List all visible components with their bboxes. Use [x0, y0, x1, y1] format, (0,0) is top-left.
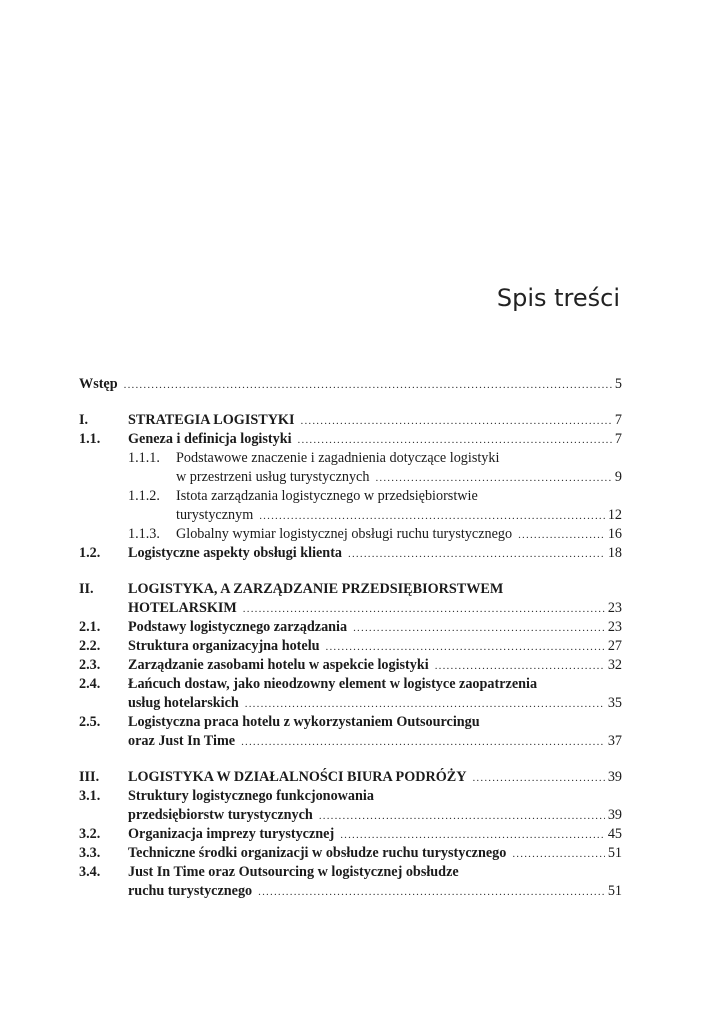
toc-section-3-3[interactable] — [79, 844, 622, 863]
section-number: 1.2. — [79, 545, 101, 561]
leader-dots — [472, 769, 604, 788]
toc-entry-title-line2: HOTELARSKIM — [128, 600, 237, 616]
section-number: 2.4. — [79, 676, 101, 692]
leader-dots — [298, 431, 612, 450]
toc-section-3-2[interactable] — [79, 825, 622, 844]
toc-page-number: 5 — [614, 376, 622, 392]
chapter-number: II. — [79, 581, 94, 597]
toc-page-number: 51 — [607, 883, 622, 899]
section-number: 2.2. — [79, 638, 101, 654]
toc-section-2-3[interactable] — [79, 656, 622, 675]
section-number: 2.1. — [79, 619, 101, 635]
toc-entry-title: LOGISTYKA W DZIAŁALNOŚCI BIURA PODRÓŻY — [128, 769, 467, 785]
leader-dots — [353, 619, 605, 638]
toc-entry-title: Struktura organizacyjna hotelu — [128, 638, 320, 654]
toc-entry-title-line1: LOGISTYKA, A ZARZĄDZANIE PRZEDSIĘBIORSTWEM — [128, 581, 504, 597]
toc-subsection-1-1-2[interactable] — [79, 487, 622, 506]
toc-section-3-1-cont[interactable] — [79, 806, 622, 825]
toc-entry-title-line2: usług hotelarskich — [128, 695, 239, 711]
toc-entry-title-line2: turystycznym — [176, 507, 254, 523]
toc-chapter-2[interactable] — [79, 580, 622, 599]
toc-page-number: 7 — [614, 412, 622, 428]
toc-entry-title: Podstawy logistycznego zarządzania — [128, 619, 348, 635]
toc-chapter-2-cont[interactable] — [79, 599, 622, 618]
section-number: 3.3. — [79, 845, 101, 861]
leader-dots — [435, 657, 605, 676]
toc-entry-title: Wstęp — [79, 376, 118, 392]
leader-dots — [512, 845, 604, 864]
section-number: 2.5. — [79, 714, 101, 730]
leader-dots — [326, 638, 605, 657]
toc-page-number: 23 — [607, 619, 622, 635]
toc-section-1-1[interactable] — [79, 430, 622, 449]
leader-dots — [301, 412, 612, 431]
subsection-number: 1.1.3. — [128, 526, 160, 542]
toc-page-number: 32 — [607, 657, 622, 673]
toc-page-number: 12 — [607, 507, 622, 523]
toc-page-number: 18 — [607, 545, 622, 561]
toc-subsection-1-1-1-cont[interactable] — [79, 468, 622, 487]
toc-entry-title-line2: przedsiębiorstw turystycznych — [128, 807, 313, 823]
toc-section-2-1[interactable] — [79, 618, 622, 637]
leader-dots — [348, 545, 605, 564]
toc-section-2-4[interactable] — [79, 675, 622, 694]
toc-subsection-1-1-3[interactable] — [79, 525, 622, 544]
section-number: 2.3. — [79, 657, 101, 673]
chapter-number: I. — [79, 412, 89, 428]
toc-subsection-1-1-2-cont[interactable] — [79, 506, 622, 525]
leader-dots — [375, 469, 611, 488]
leader-dots — [241, 733, 605, 752]
toc-section-2-2[interactable] — [79, 637, 622, 656]
leader-dots — [258, 883, 605, 902]
toc-entry-title: Techniczne środki organizacji w obsłudze ruchu turystycznego — [128, 845, 507, 861]
toc-subsection-1-1-1[interactable] — [79, 449, 622, 468]
toc-entry-title: Logistyczne aspekty obsługi klienta — [128, 545, 343, 561]
toc-entry-title-line1: Struktury logistycznego funkcjonowania — [128, 788, 374, 804]
toc-section-1-2[interactable] — [79, 544, 622, 563]
toc-entry-title: Zarządzanie zasobami hotelu w aspekcie logistyki — [128, 657, 429, 673]
subsection-number: 1.1.2. — [128, 488, 160, 504]
leader-dots — [259, 507, 605, 526]
toc-page-number: 45 — [607, 826, 622, 842]
chapter-number: III. — [79, 769, 100, 785]
toc-entry-title-line1: Logistyczna praca hotelu z wykorzystaniem Outsourcingu — [128, 714, 480, 730]
toc-entry-title-line1: Just In Time oraz Outsourcing w logistycznej obsłudze — [128, 864, 459, 880]
section-number: 1.1. — [79, 431, 101, 447]
toc-section-3-4[interactable] — [79, 863, 622, 882]
toc-page-number: 7 — [614, 431, 622, 447]
toc-section-2-4-cont[interactable] — [79, 694, 622, 713]
leader-dots — [319, 807, 605, 826]
toc-chapter-3[interactable] — [79, 768, 622, 787]
toc-entry-title-line1: Istota zarządzania logistycznego w przedsiębiorstwie — [176, 488, 478, 504]
toc-entry-title-line2: ruchu turystycznego — [128, 883, 253, 899]
toc-section-3-1[interactable] — [79, 787, 622, 806]
leader-dots — [340, 826, 605, 845]
subsection-number: 1.1.1. — [128, 450, 160, 466]
toc-entry-title-line1: Podstawowe znaczenie i zagadnienia dotyczące logistyki — [176, 450, 500, 466]
toc-page-number: 39 — [607, 807, 622, 823]
leader-dots — [124, 376, 612, 395]
toc-entry-title-line2: w przestrzeni usług turystycznych — [176, 469, 370, 485]
toc-entry-title-line2: oraz Just In Time — [128, 733, 236, 749]
toc-page-number: 37 — [607, 733, 622, 749]
toc-section-2-5-cont[interactable] — [79, 732, 622, 751]
page-title: Spis treści — [496, 284, 620, 312]
table-of-contents — [79, 375, 622, 901]
toc-entry-title: Globalny wymiar logistycznej obsługi ruchu turystycznego — [176, 526, 513, 542]
toc-page-number: 35 — [607, 695, 622, 711]
toc-page-number: 39 — [607, 769, 622, 785]
toc-page-number: 9 — [614, 469, 622, 485]
section-number: 3.4. — [79, 864, 101, 880]
leader-dots — [518, 526, 605, 545]
toc-entry-title: Geneza i definicja logistyki — [128, 431, 292, 447]
toc-page-number: 51 — [607, 845, 622, 861]
toc-chapter-1[interactable] — [79, 411, 622, 430]
toc-entry-title: STRATEGIA LOGISTYKI — [128, 412, 295, 428]
toc-section-2-5[interactable] — [79, 713, 622, 732]
toc-entry-title-line1: Łańcuch dostaw, jako nieodzowny element w logistyce zaopatrzenia — [128, 676, 538, 692]
section-number: 3.2. — [79, 826, 101, 842]
toc-section-3-4-cont[interactable] — [79, 882, 622, 901]
leader-dots — [243, 600, 605, 619]
toc-entry-title: Organizacja imprezy turystycznej — [128, 826, 335, 842]
section-number: 3.1. — [79, 788, 101, 804]
leader-dots — [245, 695, 605, 714]
toc-entry-wstep[interactable] — [79, 375, 622, 394]
toc-page-number: 27 — [607, 638, 622, 654]
toc-page-number: 23 — [607, 600, 622, 616]
toc-page-number: 16 — [607, 526, 622, 542]
